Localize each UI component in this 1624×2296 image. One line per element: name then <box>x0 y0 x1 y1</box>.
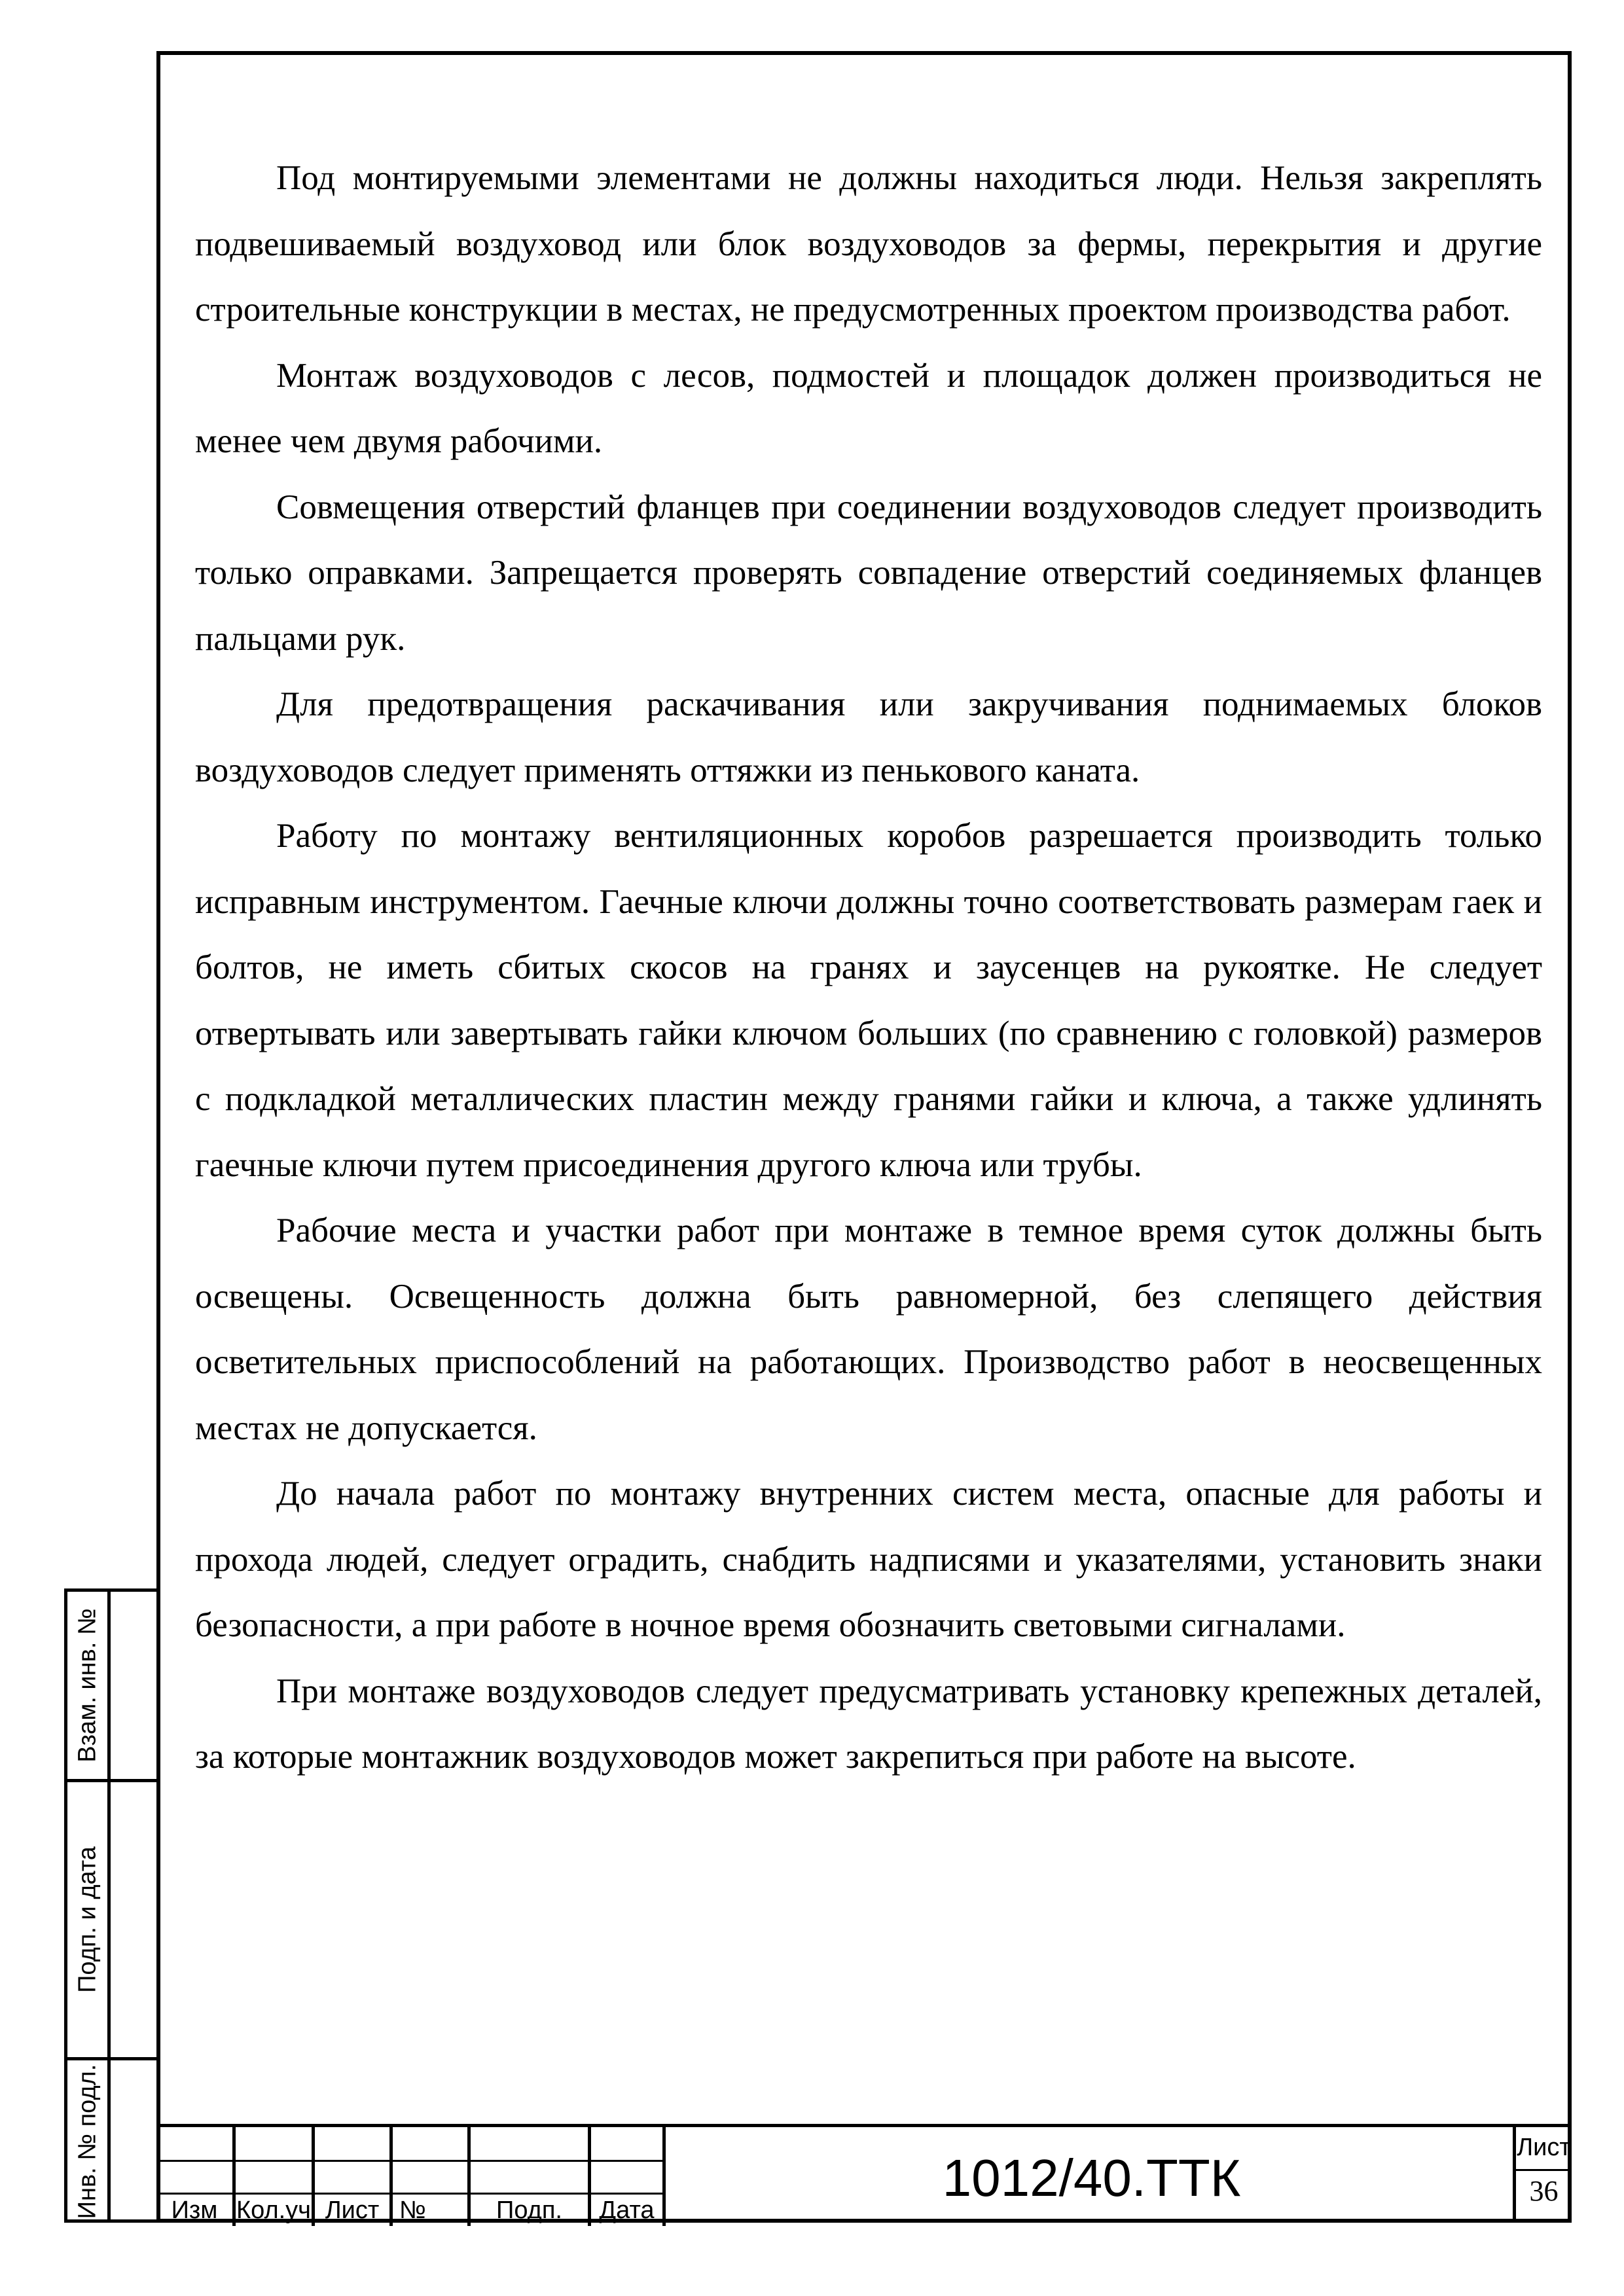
document-body <box>195 145 1542 1790</box>
vzam-inv-label: Взам. инв. № <box>73 1608 101 1763</box>
revision-grid <box>156 2124 666 2223</box>
paragraph-6: Рабочие места и участки работ при монтаже в темное время суток должны быть освещены. Освещенность должна быть равномерной, без слепящего действия осветительных приспособлений на работающих. Производство работ в неосвещенных местах не допускается. <box>195 1211 1542 1447</box>
col-number <box>393 2127 471 2226</box>
podp-data-label: Подп. и дата <box>73 1846 101 1993</box>
paragraph-2: Монтаж воздуховодов с лесов, подмостей и площадок должен производиться не менее чем двумя рабочими. <box>195 356 1542 460</box>
side-row-vzam-inv <box>67 1592 156 1782</box>
sheet-label: Лист <box>1517 2134 1571 2161</box>
side-stamp <box>64 1588 156 2223</box>
col-podp <box>471 2127 591 2226</box>
header-list: Лист <box>325 2197 380 2224</box>
col-list <box>315 2127 393 2226</box>
header-number: № <box>399 2197 426 2224</box>
paragraph-3: Совмещения отверстий фланцев при соединении воздуховодов следует производить только оправками. Запрещается проверять совпадение отверстий соединяемых фланцев пальцами рук. <box>195 488 1542 658</box>
col-data <box>591 2127 666 2226</box>
paragraph-1: Под монтируемыми элементами не должны находиться люди. Нельзя закреплять подвешиваемый воздуховод или блок воздуховодов за фермы, перекрытия и другие строительные конструкции в местах, не предусмотренных проектом производства работ. <box>195 159 1542 329</box>
side-row-inv-podl <box>67 2060 156 2223</box>
document-code: 1012/40.ТТК <box>666 2124 1517 2223</box>
paragraph-4: Для предотвращения раскачивания или закручивания поднимаемых блоков воздуховодов следует применять оттяжки из пенькового каната. <box>195 685 1542 789</box>
title-block <box>156 2124 1572 2223</box>
header-podp: Подп. <box>496 2197 562 2224</box>
paragraph-5: Работу по монтажу вентиляционных коробов разрешается производить только исправным инструментом. Гаечные ключи должны точно соответствовать размерам гаек и болтов, не иметь сбитых скосов на гранях и заусенцев на рукоятке. Не следует отвертывать или завертывать гайки ключом больших (по сравнению с головкой) размеров с подкладкой металлических пластин между гранями гайки и ключа, а также удлинять гаечные ключи путем присоединения другого ключа или трубы. <box>195 817 1542 1184</box>
inv-podl-label: Инв. № подл. <box>73 2064 101 2219</box>
header-izm: Изм <box>171 2197 218 2224</box>
sheet-number: 36 <box>1529 2175 1559 2207</box>
paragraph-7: До начала работ по монтажу внутренних систем места, опасные для работы и прохода людей, следует оградить, снабдить надписями и указателями, установить знаки безопасности, а при работе в ночное время обозначить световыми сигналами. <box>195 1475 1542 1644</box>
col-kol-uch <box>236 2127 315 2226</box>
header-kol-uch: Кол.уч <box>236 2197 311 2224</box>
paragraph-8: При монтаже воздуховодов следует предусматривать установку крепежных деталей, за которые монтажник воздуховодов может закрепиться при работе на высоте. <box>195 1672 1542 1776</box>
sheet-box <box>1513 2124 1572 2223</box>
header-data: Дата <box>599 2197 655 2224</box>
col-izm <box>156 2127 236 2226</box>
side-row-podp-data <box>67 1782 156 2060</box>
